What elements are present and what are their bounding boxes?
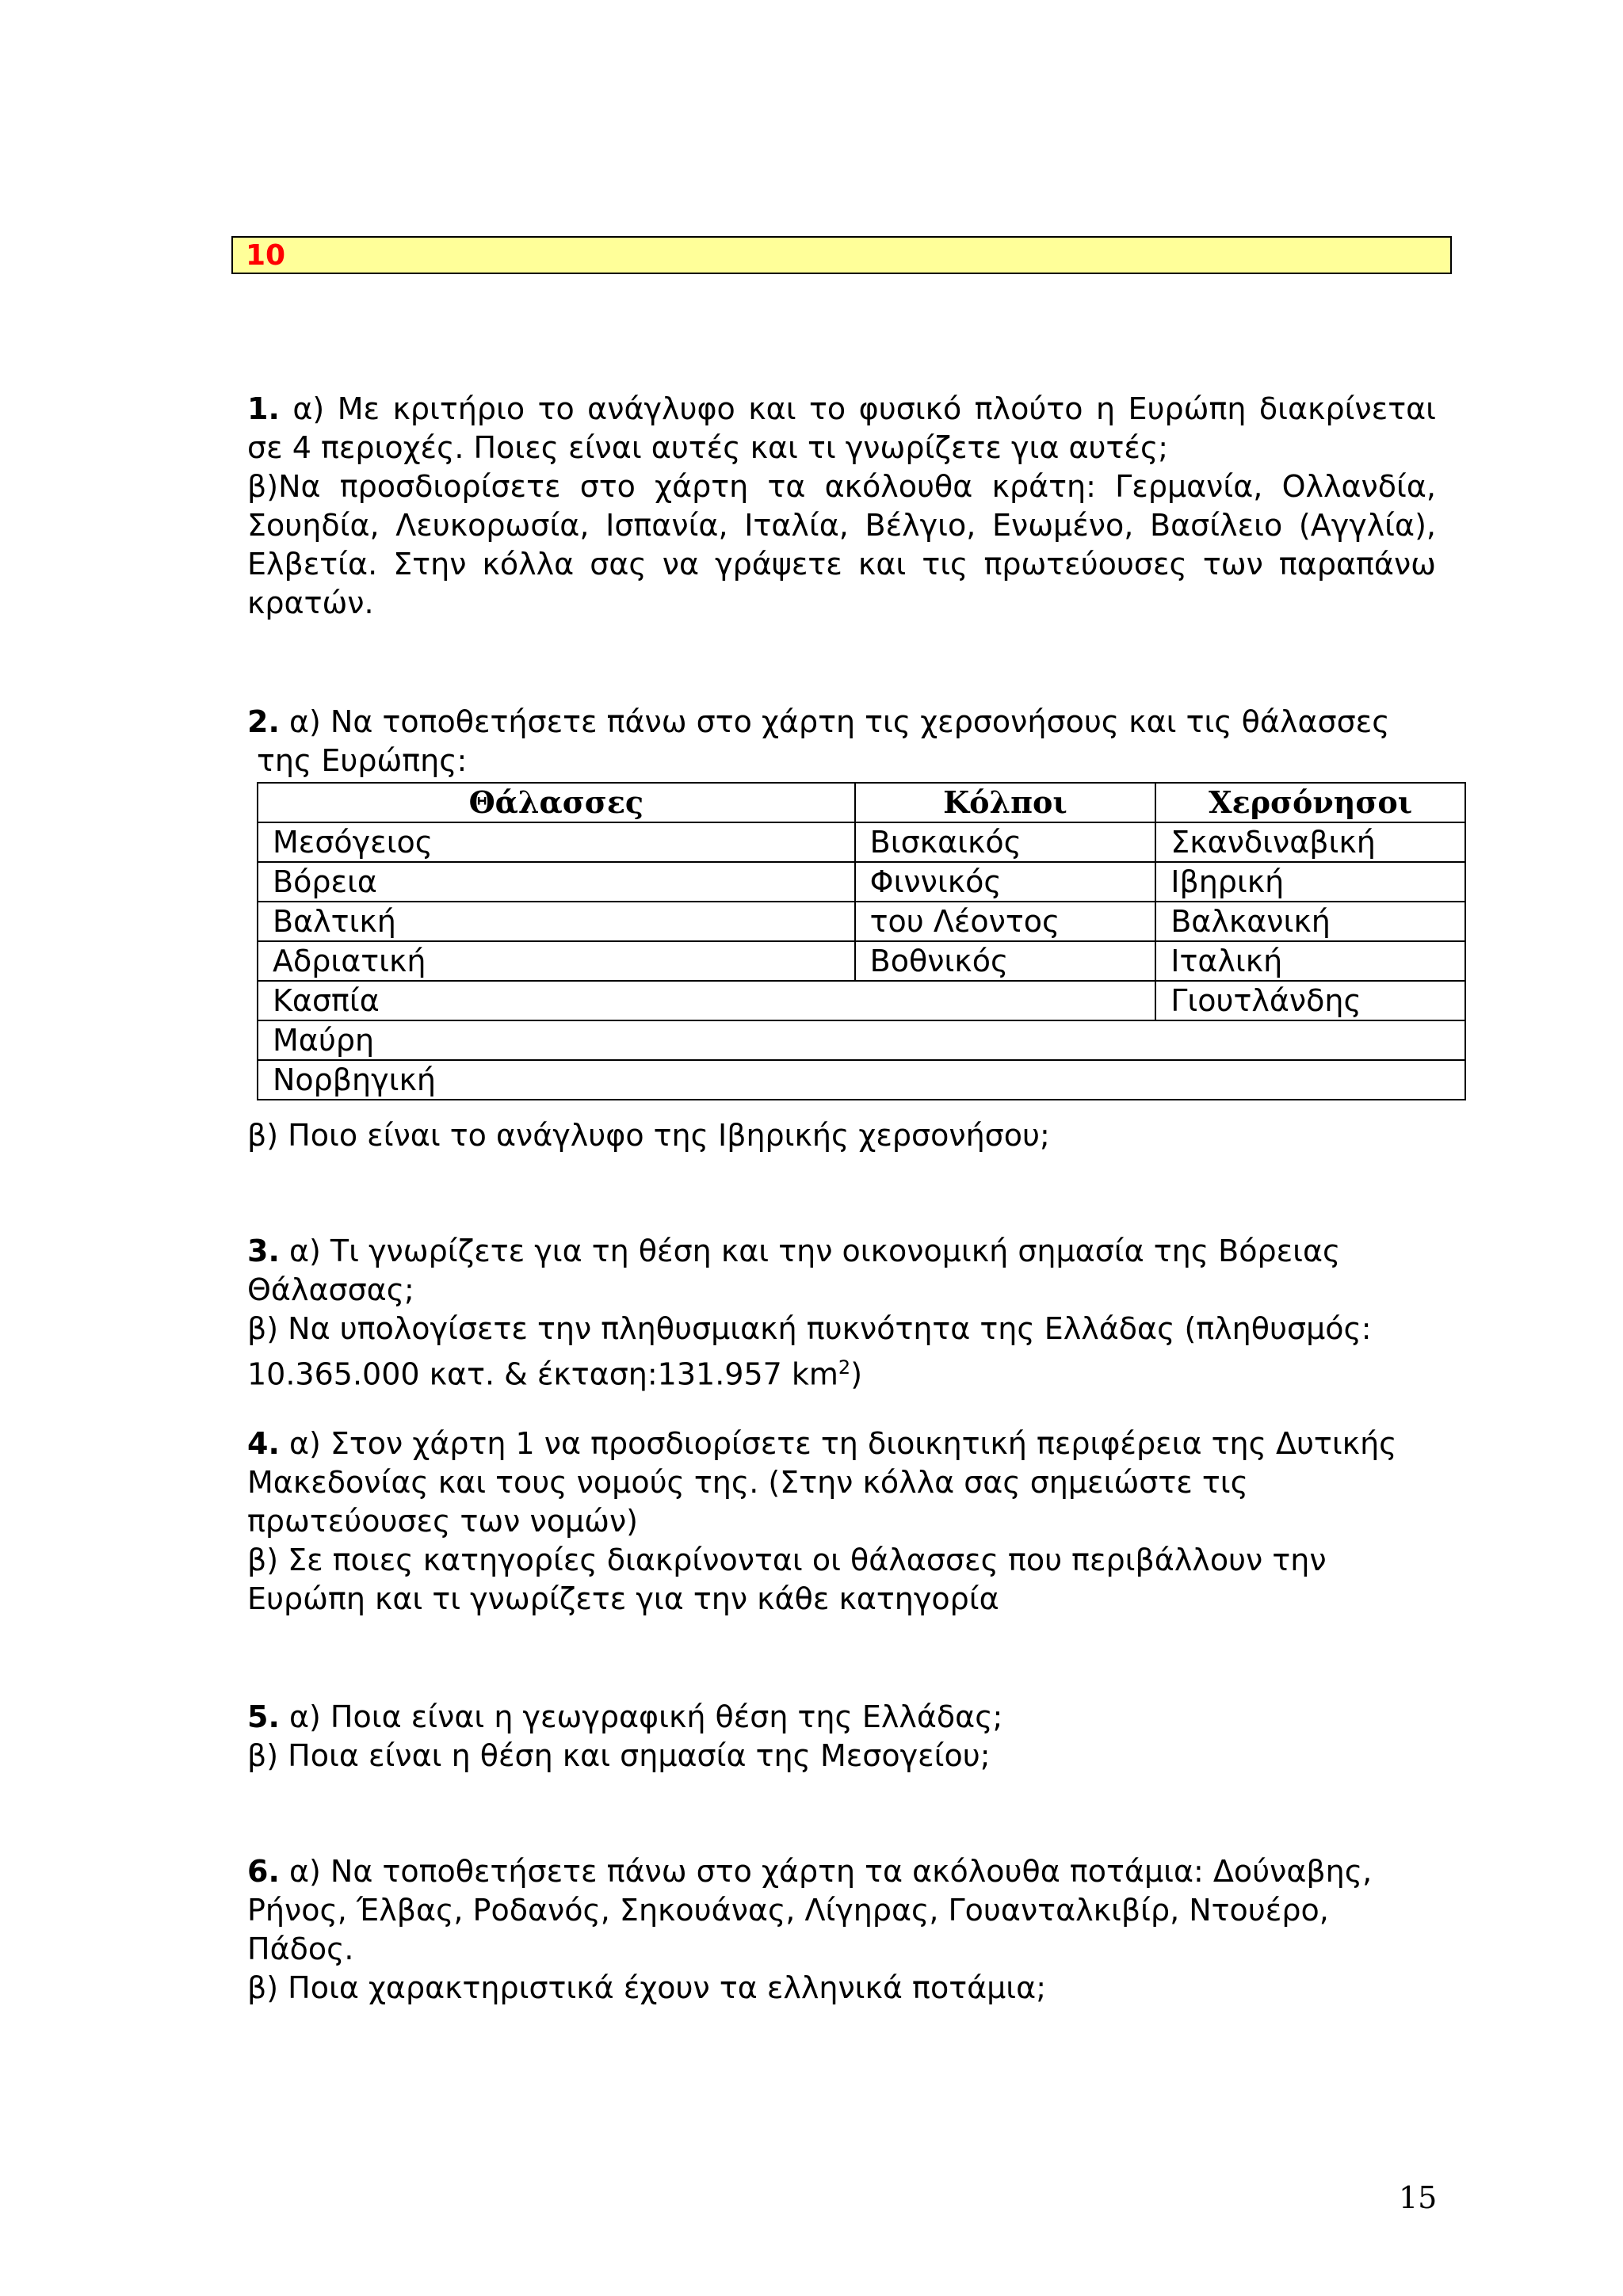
question-5-a xyxy=(247,1698,1436,1737)
superscript: 2 xyxy=(838,1356,851,1379)
table-row xyxy=(258,981,1465,1020)
question-text: β) Να υπολογίσετε την πληθυσμιακή πυκνότητα της Ελλάδας (πληθυσμός: 10.365.000 κατ. & έκταση:131.957 km xyxy=(247,1311,1372,1392)
table-row xyxy=(258,822,1465,862)
question-text: ) xyxy=(850,1356,863,1392)
question-number: 6. xyxy=(247,1854,280,1889)
question-6-a xyxy=(247,1852,1436,1969)
table-row xyxy=(258,941,1465,981)
question-text: α) Να τοποθετήσετε πάνω στο χάρτη τα ακόλουθα ποτάμια: Δούναβης, Ρήνος, Έλβας, Ροδανός, Σηκουάνας, Λίγηρας, Γουανταλκιβίρ, Ντουέρο, Πάδος. xyxy=(247,1854,1373,1966)
question-text: α) Στον χάρτη 1 να προσδιορίσετε τη διοικητική περιφέρεια της Δυτικής Μακεδονίας και τους νομούς της. (Στην κόλλα σας σημειώστε τις πρωτεύουσες των νομών) xyxy=(247,1426,1397,1539)
question-1-b: β)Να προσδιορίσετε στο χάρτη τα ακόλουθα κράτη: Γερμανία, Ολλανδία, Σουηδία, Λευκορωσία, Ισπανία, Ιταλία, Βέλγιο, Ενωμένο, Βασίλειο (Αγγλία), Ελβετία. Στην κόλλα σας να γράψετε και τις πρωτεύουσες των παραπάνω κρατών. xyxy=(247,469,1436,620)
question-2 xyxy=(247,703,1436,780)
table-cell: Φιννικός xyxy=(855,862,1156,902)
table-cell: Σκανδιναβική xyxy=(1155,822,1465,862)
table-cell: Μαύρη xyxy=(258,1020,1465,1060)
table-cell: Μεσόγειος xyxy=(258,822,855,862)
question-4-b: β) Σε ποιες κατηγορίες διακρίνονται οι θάλασσες που περιβάλλουν την Ευρώπη και τι γνωρίζετε για την κάθε κατηγορία xyxy=(247,1543,1327,1616)
question-text: α) Να τοποθετήσετε πάνω στο χάρτη τις χερσονήσους και τις θάλασσες xyxy=(279,704,1390,739)
question-1 xyxy=(247,390,1436,623)
question-1-a xyxy=(247,390,1436,467)
table-cell: Ιταλική xyxy=(1155,941,1465,981)
question-text: α) Ποια είναι η γεωγραφική θέση της Ελλάδας; xyxy=(279,1699,1003,1734)
question-5 xyxy=(247,1698,1436,1775)
section-header-box xyxy=(231,236,1452,274)
table-row xyxy=(258,902,1465,941)
seas-gulfs-peninsulas-table xyxy=(257,782,1466,1100)
question-2-a-cont: της Ευρώπης: xyxy=(257,743,468,778)
table-row xyxy=(258,1060,1465,1100)
table-cell: Βόρεια xyxy=(258,862,855,902)
question-text: α) Με κριτήριο το ανάγλυφο και το φυσικό πλούτο η Ευρώπη διακρίνεται σε 4 περιοχές. Ποιες είναι αυτές και τι γνωρίζετε για αυτές; xyxy=(247,391,1436,465)
table-header-row xyxy=(258,783,1465,822)
table-cell: Βαλτική xyxy=(258,902,855,941)
question-2-a xyxy=(247,703,1436,742)
table-cell: του Λέοντος xyxy=(855,902,1156,941)
table-cell: Αδριατική xyxy=(258,941,855,981)
question-5-b: β) Ποια είναι η θέση και σημασία της Μεσογείου; xyxy=(247,1738,991,1773)
table-cell: Κασπία xyxy=(258,981,1155,1020)
question-6-b: β) Ποια χαρακτηριστικά έχουν τα ελληνικά ποτάμια; xyxy=(247,1970,1047,2005)
question-text: α) Τι γνωρίζετε για τη θέση και την οικονομική σημασία της Βόρειας Θάλασσας; xyxy=(247,1234,1341,1307)
question-number: 5. xyxy=(247,1699,280,1734)
question-3-a xyxy=(247,1232,1436,1310)
page-number: 15 xyxy=(1399,2180,1438,2215)
table-cell: Ιβηρική xyxy=(1155,862,1465,902)
question-3 xyxy=(247,1232,1436,1394)
question-number: 2. xyxy=(247,704,280,739)
table-cell: Βοθνικός xyxy=(855,941,1156,981)
section-number: 10 xyxy=(246,239,286,272)
question-number: 4. xyxy=(247,1426,280,1461)
table-header: Θάλασσες xyxy=(258,783,855,822)
table-header: Χερσόνησοι xyxy=(1155,783,1465,822)
question-6 xyxy=(247,1852,1436,2008)
table-cell: Νορβηγική xyxy=(258,1060,1465,1100)
question-text: β) Ποιο είναι το ανάγλυφο της Ιβηρικής χερσονήσου; xyxy=(247,1118,1050,1153)
question-number: 3. xyxy=(247,1234,280,1268)
question-4 xyxy=(247,1425,1436,1619)
question-number: 1. xyxy=(247,391,280,426)
table-row xyxy=(258,1020,1465,1060)
table-row xyxy=(258,862,1465,902)
question-2-b xyxy=(247,1116,1436,1155)
table-cell: Βισκαικός xyxy=(855,822,1156,862)
table-cell: Βαλκανική xyxy=(1155,902,1465,941)
table-header: Κόλποι xyxy=(855,783,1156,822)
table-cell: Γιουτλάνδης xyxy=(1155,981,1465,1020)
question-3-b xyxy=(247,1310,1436,1394)
question-4-a xyxy=(247,1425,1436,1541)
